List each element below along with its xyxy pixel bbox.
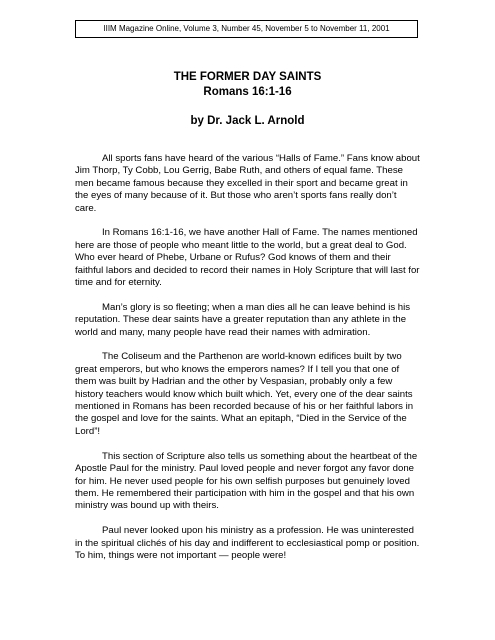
running-header: IIIM Magazine Online, Volume 3, Number 45, November 5 to November 11, 2001 xyxy=(75,20,418,38)
paragraph: Paul never looked upon his ministry as a profession. He was uninterested in the spiritual clichés of his day and indifferent to ecclesiastical pomp or position. To him, things were not important — people were! xyxy=(75,525,420,561)
paragraph: All sports fans have heard of the various “Halls of Fame.” Fans know about Jim Thorp, Ty Cobb, Lou Gerrig, Babe Ruth, and others of equal fame. These men became famous because they excelled in their sport and became great in the eyes of many because of it. But those who aren’t sports fans really don’t care. xyxy=(75,153,420,214)
article-title: THE FORMER DAY SAINTS xyxy=(173,71,322,83)
paragraph: The Coliseum and the Parthenon are world-known edifices built by two great emperors, but who knows the emperors names? If I tell you that one of them was built by Hadrian and the other by Vespasian, probably only a few history teachers would know which built which. Yet, every one of the dear saints mentioned in Romans has been recorded because of his or her faithful labors in the gospel and love for the saints. What an epitaph, “Died in the Service of the Lord”! xyxy=(75,351,414,437)
paragraph: In Romans 16:1-16, we have another Hall of Fame. The names mentioned here are those of people who meant little to the world, but a great deal to God. Who ever heard of Phebe, Urbane or Rufus? God knows of them and their faithful labors and decided to record their names in Holy Scripture that will last for time and for eternity. xyxy=(75,227,420,289)
article-body xyxy=(75,153,420,575)
paragraph: This section of Scripture also tells us something about the heartbeat of the Apostle Paul for the ministry. Paul loved people and never forgot any favor done for him. He never used people for his own selfish purposes but genuinely loved them. He remembered their participation with him in the gospel and that his own ministry was bound up with theirs. xyxy=(75,450,418,512)
author-byline: by Dr. Jack L. Arnold xyxy=(190,115,305,127)
title-block xyxy=(0,70,495,100)
paragraph: Man’s glory is so fleeting; when a man dies all he can leave behind is his reputation. These dear saints have a greater reputation than any athlete in the world and many, many people have read their names with admiration. xyxy=(75,301,411,338)
scripture-reference: Romans 16:1-16 xyxy=(203,86,292,98)
